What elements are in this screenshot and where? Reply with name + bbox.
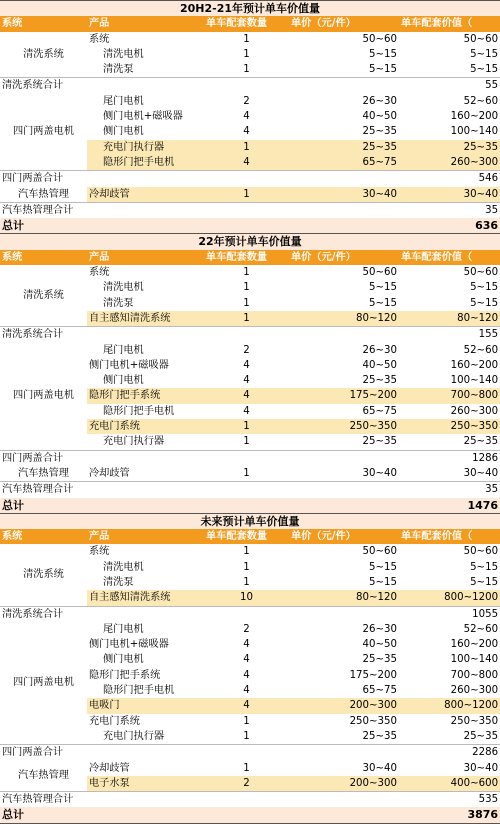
subtotal-value: 35 xyxy=(204,202,500,218)
value-cell: 25~35 xyxy=(463,436,499,448)
unit-price-cell: 50~60 xyxy=(362,267,397,279)
subtotal-label: 清洗系统合计 xyxy=(0,606,204,622)
system-name: 清洗系统 xyxy=(23,569,64,581)
product-name: 尾门电机 xyxy=(103,344,144,356)
table-row xyxy=(0,466,500,482)
product-name: 冷却歧管 xyxy=(89,467,130,479)
value-cell: 30~40 xyxy=(399,187,500,203)
subtotal-row xyxy=(0,792,500,808)
product-name: 清洗电机 xyxy=(103,561,144,573)
value-cell: 50~60 xyxy=(463,33,499,45)
section-title-row xyxy=(0,513,500,529)
unit-price-cell: 65~75 xyxy=(362,405,397,417)
table-row xyxy=(0,622,500,637)
subtotal-value: 55 xyxy=(204,78,500,94)
subtotal-value: 546 xyxy=(204,171,500,187)
unit-price-cell: 175~200 xyxy=(349,669,397,681)
unit-price-cell: 30~40 xyxy=(289,187,399,203)
product-name: 自主感知清洗系统 xyxy=(87,311,204,327)
section-title: 20H2-21年预计单车价值量 xyxy=(0,1,500,17)
subtotal-label: 四门两盖合计 xyxy=(0,171,204,187)
column-header: 单价（元/件） xyxy=(289,529,399,544)
product-name: 电子水泵 xyxy=(87,776,204,792)
quantity-cell: 4 xyxy=(243,126,250,138)
value-cell: 25~35 xyxy=(399,140,500,155)
value-cell: 260~300 xyxy=(450,405,499,417)
value-cell: 25~35 xyxy=(463,730,499,742)
value-cell: 700~800 xyxy=(450,669,499,681)
column-header: 产品 xyxy=(87,16,204,31)
product-name: 侧门电机+磁吸器 xyxy=(103,111,183,123)
subtotal-row xyxy=(0,171,500,187)
column-header: 系统 xyxy=(0,250,87,265)
value-cell: 5~15 xyxy=(470,561,499,573)
product-name: 充电门系统 xyxy=(87,419,204,434)
table-row xyxy=(0,761,500,776)
system-name: 清洗系统 xyxy=(23,48,64,60)
unit-price-cell: 25~35 xyxy=(362,126,397,138)
unit-price-cell: 50~60 xyxy=(362,33,397,45)
subtotal-value: 535 xyxy=(204,792,500,808)
quantity-cell: 1 xyxy=(204,311,289,327)
table-row xyxy=(0,544,500,559)
quantity-cell: 1 xyxy=(243,64,250,76)
subtotal-row xyxy=(0,745,500,761)
product-name: 电吸门 xyxy=(87,698,204,713)
section-title: 22年预计单车价值量 xyxy=(0,234,500,250)
unit-price-cell: 25~35 xyxy=(289,140,399,155)
product-name: 冷却歧管 xyxy=(89,762,130,774)
column-header: 产品 xyxy=(87,529,204,544)
quantity-cell: 1 xyxy=(243,297,250,309)
unit-price-cell: 250~350 xyxy=(349,715,397,727)
value-cell: 50~60 xyxy=(463,546,499,558)
subtotal-label: 汽车热管理合计 xyxy=(0,482,204,498)
section-title-row xyxy=(0,1,500,17)
value-cell: 100~140 xyxy=(450,654,499,666)
quantity-cell: 1 xyxy=(204,187,289,203)
unit-price-cell: 30~40 xyxy=(362,467,397,479)
value-cell: 52~60 xyxy=(463,344,499,356)
table-row xyxy=(0,94,500,109)
product-name: 隐形门把手电机 xyxy=(103,405,175,417)
quantity-cell: 4 xyxy=(204,388,289,403)
system-name: 清洗系统 xyxy=(23,289,64,301)
value-cell: 5~15 xyxy=(470,48,499,60)
column-header: 单价（元/件） xyxy=(289,250,399,265)
product-name: 尾门电机 xyxy=(103,623,144,635)
product-name: 隐形门把手系统 xyxy=(87,388,204,403)
subtotal-value: 155 xyxy=(204,327,500,343)
total-row xyxy=(0,498,500,514)
unit-price-cell: 25~35 xyxy=(362,730,397,742)
column-header: 单车配套数量 xyxy=(204,250,289,265)
total-value: 636 xyxy=(204,218,500,234)
product-name: 侧门电机+磁吸器 xyxy=(89,359,169,371)
quantity-cell: 4 xyxy=(204,155,289,171)
quantity-cell: 1 xyxy=(243,282,250,294)
value-cell: 160~200 xyxy=(450,111,499,123)
quantity-cell: 4 xyxy=(204,698,289,713)
total-row xyxy=(0,218,500,234)
unit-price-cell: 30~40 xyxy=(362,762,397,774)
unit-price-cell: 25~35 xyxy=(362,375,397,387)
product-name: 冷却歧管 xyxy=(87,187,204,203)
subtotal-value: 1286 xyxy=(204,450,500,466)
product-name: 侧门电机 xyxy=(103,126,144,138)
value-cell: 400~600 xyxy=(399,776,500,792)
value-cell: 50~60 xyxy=(463,267,499,279)
value-cell: 260~300 xyxy=(399,155,500,171)
value-cell: 800~1200 xyxy=(399,698,500,713)
unit-price-cell: 5~15 xyxy=(369,297,397,309)
subtotal-row xyxy=(0,450,500,466)
unit-price-cell: 65~75 xyxy=(289,155,399,171)
product-name: 清洗电机 xyxy=(103,48,144,60)
system-name: 四门两盖电机 xyxy=(12,126,75,138)
value-table-body xyxy=(0,1,500,824)
product-name: 系统 xyxy=(89,546,110,558)
product-name: 系统 xyxy=(89,267,110,279)
product-name: 清洗泵 xyxy=(103,576,134,588)
value-cell: 700~800 xyxy=(399,388,500,403)
product-name: 侧门电机+磁吸器 xyxy=(89,639,169,651)
quantity-cell: 4 xyxy=(243,639,250,651)
system-name: 汽车热管理 xyxy=(18,188,69,200)
product-name: 充电门执行器 xyxy=(87,140,204,155)
column-header: 产品 xyxy=(87,250,204,265)
column-header: 单车配套价值（ xyxy=(399,529,500,544)
value-cell: 30~40 xyxy=(463,467,499,479)
unit-price-cell: 50~60 xyxy=(362,546,397,558)
unit-price-cell: 25~35 xyxy=(362,436,397,448)
value-cell: 52~60 xyxy=(463,95,499,107)
value-cell: 80~120 xyxy=(399,311,500,327)
section-title-row xyxy=(0,234,500,250)
quantity-cell: 2 xyxy=(243,95,250,107)
total-label: 总计 xyxy=(0,218,204,234)
value-cell: 5~15 xyxy=(470,282,499,294)
quantity-cell: 4 xyxy=(243,654,250,666)
quantity-cell: 1 xyxy=(204,140,289,155)
product-name: 清洗泵 xyxy=(103,64,134,76)
value-cell: 160~200 xyxy=(450,639,499,651)
subtotal-label: 四门两盖合计 xyxy=(0,450,204,466)
total-value: 1476 xyxy=(204,498,500,514)
quantity-cell: 2 xyxy=(204,776,289,792)
product-name: 充电门系统 xyxy=(89,715,140,727)
value-cell: 100~140 xyxy=(450,126,499,138)
subtotal-label: 清洗系统合计 xyxy=(0,327,204,343)
subtotal-row xyxy=(0,606,500,622)
unit-price-cell: 40~50 xyxy=(362,111,397,123)
subtotal-label: 汽车热管理合计 xyxy=(0,792,204,808)
unit-price-cell: 40~50 xyxy=(362,359,397,371)
column-header: 单车配套价值（ xyxy=(399,16,500,31)
unit-price-cell: 25~35 xyxy=(362,654,397,666)
subtotal-value: 1055 xyxy=(204,606,500,622)
product-name: 侧门电机 xyxy=(103,375,144,387)
total-value: 3876 xyxy=(204,807,500,823)
unit-price-cell: 65~75 xyxy=(362,685,397,697)
total-label: 总计 xyxy=(0,498,204,514)
column-header: 系统 xyxy=(0,16,87,31)
quantity-cell: 2 xyxy=(243,344,250,356)
header-row xyxy=(0,529,500,544)
value-cell: 5~15 xyxy=(470,64,499,76)
unit-price-cell: 200~300 xyxy=(289,776,399,792)
product-name: 充电门执行器 xyxy=(103,730,165,742)
section-title: 未来预计单车价值量 xyxy=(0,513,500,529)
table-row xyxy=(0,343,500,358)
column-header: 系统 xyxy=(0,529,87,544)
product-name: 自主感知清洗系统 xyxy=(87,590,204,606)
quantity-cell: 4 xyxy=(243,111,250,123)
value-cell: 30~40 xyxy=(463,762,499,774)
column-header: 单车配套数量 xyxy=(204,529,289,544)
quantity-cell: 1 xyxy=(243,436,250,448)
unit-price-cell: 200~300 xyxy=(289,698,399,713)
quantity-cell: 4 xyxy=(243,669,250,681)
system-name: 四门两盖电机 xyxy=(12,390,75,402)
quantity-cell: 2 xyxy=(243,623,250,635)
product-name: 充电门执行器 xyxy=(103,436,165,448)
quantity-cell: 1 xyxy=(243,546,250,558)
quantity-cell: 1 xyxy=(243,48,250,60)
column-header: 单车配套数量 xyxy=(204,16,289,31)
quantity-cell: 4 xyxy=(243,685,250,697)
product-name: 系统 xyxy=(89,33,110,45)
subtotal-row xyxy=(0,202,500,218)
quantity-cell: 1 xyxy=(243,267,250,279)
value-cell: 5~15 xyxy=(470,297,499,309)
product-name: 侧门电机 xyxy=(103,654,144,666)
unit-price-cell: 40~50 xyxy=(362,639,397,651)
unit-price-cell: 26~30 xyxy=(362,623,397,635)
total-label: 总计 xyxy=(0,807,204,823)
value-cell: 800~1200 xyxy=(399,590,500,606)
total-row xyxy=(0,807,500,823)
unit-price-cell: 250~350 xyxy=(289,419,399,434)
unit-price-cell: 5~15 xyxy=(369,64,397,76)
quantity-cell: 1 xyxy=(243,730,250,742)
subtotal-label: 清洗系统合计 xyxy=(0,78,204,94)
quantity-cell: 1 xyxy=(243,715,250,727)
quantity-cell: 4 xyxy=(243,375,250,387)
product-name: 隐形门把手电机 xyxy=(103,685,175,697)
column-header: 单车配套价值（ xyxy=(399,250,500,265)
quantity-cell: 4 xyxy=(243,359,250,371)
unit-price-cell: 5~15 xyxy=(369,282,397,294)
value-cell: 250~350 xyxy=(450,715,499,727)
value-cell: 160~200 xyxy=(450,359,499,371)
system-name: 四门两盖电机 xyxy=(12,677,75,689)
quantity-cell: 4 xyxy=(243,405,250,417)
quantity-cell: 1 xyxy=(243,576,250,588)
value-cell: 100~140 xyxy=(450,375,499,387)
subtotal-row xyxy=(0,482,500,498)
column-header: 单价（元/件） xyxy=(289,16,399,31)
product-name: 隐形门把手电机 xyxy=(87,155,204,171)
header-row xyxy=(0,16,500,31)
unit-price-cell: 80~120 xyxy=(289,311,399,327)
unit-price-cell: 175~200 xyxy=(289,388,399,403)
quantity-cell: 10 xyxy=(204,590,289,606)
unit-price-cell: 26~30 xyxy=(362,95,397,107)
quantity-cell: 1 xyxy=(243,561,250,573)
product-name: 清洗泵 xyxy=(103,297,134,309)
value-cell: 250~350 xyxy=(399,419,500,434)
quantity-cell: 1 xyxy=(243,762,250,774)
unit-price-cell: 26~30 xyxy=(362,344,397,356)
unit-price-cell: 5~15 xyxy=(369,48,397,60)
unit-price-cell: 5~15 xyxy=(369,561,397,573)
unit-price-cell: 80~120 xyxy=(289,590,399,606)
system-name: 汽车热管理 xyxy=(18,770,69,782)
quantity-cell: 1 xyxy=(243,467,250,479)
table-row xyxy=(0,265,500,280)
subtotal-row xyxy=(0,327,500,343)
value-cell: 260~300 xyxy=(450,685,499,697)
product-name: 尾门电机 xyxy=(103,95,144,107)
table-row xyxy=(0,32,500,47)
subtotal-value: 2286 xyxy=(204,745,500,761)
product-name: 清洗电机 xyxy=(103,282,144,294)
subtotal-value: 35 xyxy=(204,482,500,498)
table-row xyxy=(0,187,500,203)
subtotal-row xyxy=(0,78,500,94)
unit-price-cell: 5~15 xyxy=(369,576,397,588)
system-name: 汽车热管理 xyxy=(18,467,69,479)
value-cell: 5~15 xyxy=(470,576,499,588)
quantity-cell: 1 xyxy=(243,33,250,45)
quantity-cell: 1 xyxy=(204,419,289,434)
header-row xyxy=(0,250,500,265)
value-cell: 52~60 xyxy=(463,623,499,635)
subtotal-label: 汽车热管理合计 xyxy=(0,202,204,218)
product-name: 隐形门把手系统 xyxy=(89,669,161,681)
subtotal-label: 四门两盖合计 xyxy=(0,745,204,761)
